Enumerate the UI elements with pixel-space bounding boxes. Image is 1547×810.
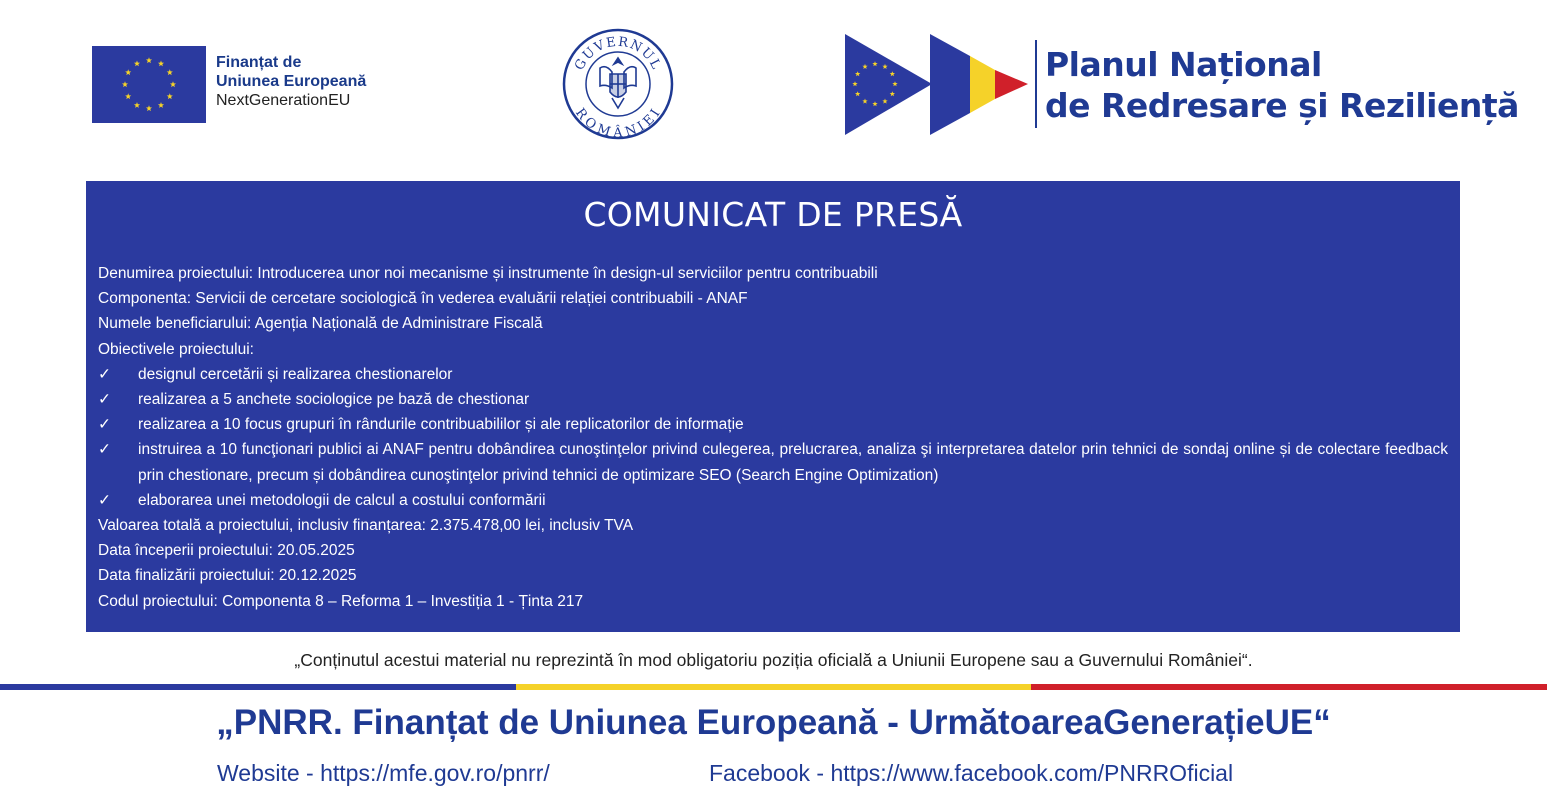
project-code-line: Codul proiectului: Componenta 8 – Reforma 1 – Investiția 1 - Ținta 217 — [98, 592, 584, 610]
eu-logo-text — [216, 53, 366, 110]
pnrr-title-line1: Planul Național — [1045, 45, 1322, 84]
objectives-heading: Obiectivele proiectului: — [98, 340, 254, 358]
pnrr-title — [1045, 44, 1519, 126]
project-name-line: Denumirea proiectului: Introducerea unor noi mecanisme și instrumente în design-ul serviciilor pentru contribuabili — [98, 265, 878, 282]
eu-logo-line2: Uniunea Europeană — [216, 73, 367, 90]
objective-text: realizarea a 5 anchete sociologice pe bază de chestionar — [138, 391, 530, 409]
eu-logo-line3: NextGenerationEU — [216, 92, 351, 109]
press-release-title: COMUNICAT DE PRESĂ — [583, 195, 963, 234]
check-icon: ✓ — [98, 391, 111, 409]
seal-text-top: GUVERNUL — [572, 34, 664, 73]
facebook-link[interactable]: Facebook - https://www.facebook.com/PNRROficial — [709, 760, 1234, 786]
objective-item — [98, 437, 1448, 487]
disclaimer-text: „Conținutul acestui material nu reprezintă în mod obligatoriu poziția oficială a Uniunii Europene sau a Guvernului României“. — [294, 650, 1253, 670]
check-icon: ✓ — [98, 365, 111, 383]
objective-item — [98, 387, 1448, 412]
tricolor-divider — [0, 684, 1547, 690]
total-value-line: Valoarea totală a proiectului, inclusiv finanțarea: 2.375.478,00 lei, inclusiv TVA — [98, 517, 634, 535]
objective-item — [98, 412, 1448, 437]
objective-item — [98, 362, 1448, 387]
objective-item — [98, 488, 1448, 513]
pnrr-flag-icon — [845, 34, 1030, 135]
objective-text: elaborarea unei metodologii de calcul a costului conformării — [138, 491, 546, 509]
footer-slogan: „PNRR. Finanțat de Uniunea Europeană - UrmătoareaGenerațieUE“ — [216, 703, 1331, 742]
check-icon: ✓ — [98, 441, 111, 459]
objective-text: designul cercetării și realizarea chestionarelor — [138, 365, 453, 383]
website-link[interactable]: Website - https://mfe.gov.ro/pnrr/ — [217, 760, 550, 786]
check-icon: ✓ — [98, 416, 111, 434]
check-icon: ✓ — [98, 491, 111, 509]
svg-text:ROMÂNIEI — [572, 106, 664, 140]
eu-flag-icon — [92, 46, 206, 123]
component-line: Componenta: Servicii de cercetare sociologică în vederea evaluării relației contribuabili - ANAF — [98, 290, 748, 308]
start-date-line: Data începerii proiectului: 20.05.2025 — [98, 542, 355, 560]
beneficiary-line: Numele beneficiarului: Agenția Națională de Administrare Fiscală — [98, 315, 543, 333]
press-release-box — [86, 181, 1460, 632]
press-release-body — [98, 261, 1448, 614]
end-date-line: Data finalizării proiectului: 20.12.2025 — [98, 567, 357, 585]
objective-text: realizarea a 10 focus grupuri în rândurile contribuabililor și ale replicatorilor de informație — [138, 416, 744, 434]
pnrr-divider — [1035, 40, 1037, 128]
objective-text: instruirea a 10 funcţionari publici ai ANAF pentru dobândirea cunoştinţelor privind culegerea, prelucrarea, analiza şi interpretarea datelor prin tehnici de sondaj online și de colectare feedback prin chestionare, precum și dobândirea cunoştinţelor privind tehnici de optimizare SEO (Search Engine Optimization) — [138, 441, 1448, 484]
seal-text-bottom: ROMÂNIEI — [572, 105, 665, 140]
pnrr-title-line2: de Redresare și Reziliență — [1045, 86, 1519, 125]
coat-of-arms-icon — [562, 28, 674, 140]
eu-logo-line1: Finanțat de — [216, 54, 302, 71]
